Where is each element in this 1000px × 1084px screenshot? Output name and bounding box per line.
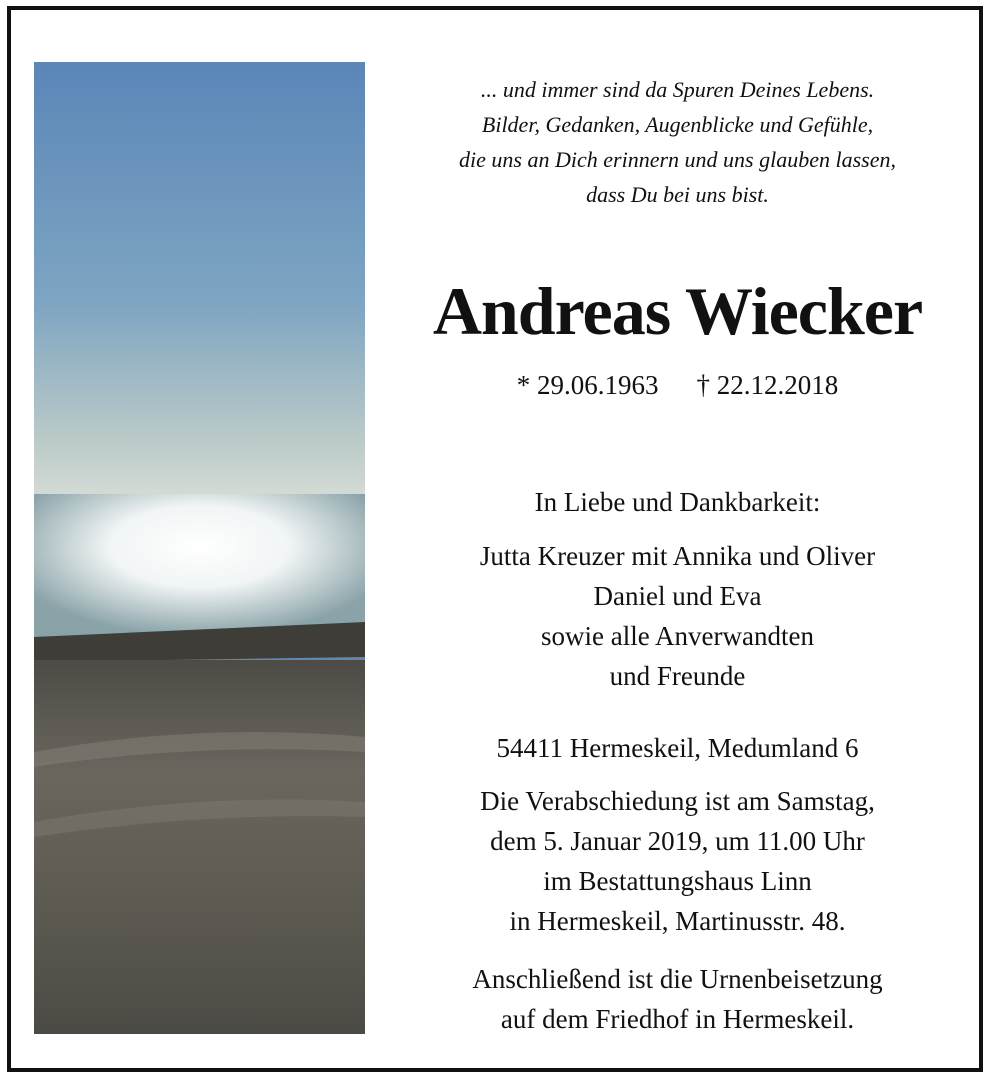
mourner-line: Jutta Kreuzer mit Annika und Oliver: [479, 541, 876, 571]
service-line: Die Verabschiedung ist am Samstag,: [480, 786, 875, 816]
service-line: in Hermeskeil, Martinusstr. 48.: [509, 906, 846, 936]
address: 54411 Hermeskeil, Medumland 6: [496, 733, 859, 763]
seascape-image: [34, 62, 365, 1034]
death-date: † 22.12.2018: [696, 370, 839, 400]
poem-line: dass Du bei uns bist.: [586, 182, 769, 207]
poem-line: ... und immer sind da Spuren Deines Lebens.: [480, 77, 875, 102]
mourner-line: sowie alle Anverwandten: [541, 621, 814, 651]
burial-line: Anschließend ist die Urnenbeisetzung: [472, 964, 883, 994]
poem-line: die uns an Dich erinnern und uns glauben lassen,: [459, 147, 896, 172]
mourner-line: und Freunde: [609, 661, 746, 691]
dedication: In Liebe und Dankbarkeit:: [534, 487, 821, 517]
mourners-list: [395, 536, 960, 696]
seascape-photo: [34, 62, 365, 1034]
service-line: im Bestattungshaus Linn: [543, 866, 812, 896]
burial-info: [395, 959, 960, 1039]
service-line: dem 5. Januar 2019, um 11.00 Uhr: [490, 826, 865, 856]
deceased-name: Andreas Wiecker: [432, 273, 923, 349]
memorial-poem: [395, 72, 960, 212]
birth-date: * 29.06.1963: [516, 370, 659, 400]
poem-line: Bilder, Gedanken, Augenblicke und Gefühle,: [481, 112, 874, 137]
burial-line: auf dem Friedhof in Hermeskeil.: [500, 1004, 855, 1034]
life-dates: [395, 365, 960, 405]
mourner-line: Daniel und Eva: [593, 581, 762, 611]
service-info: [395, 781, 960, 941]
